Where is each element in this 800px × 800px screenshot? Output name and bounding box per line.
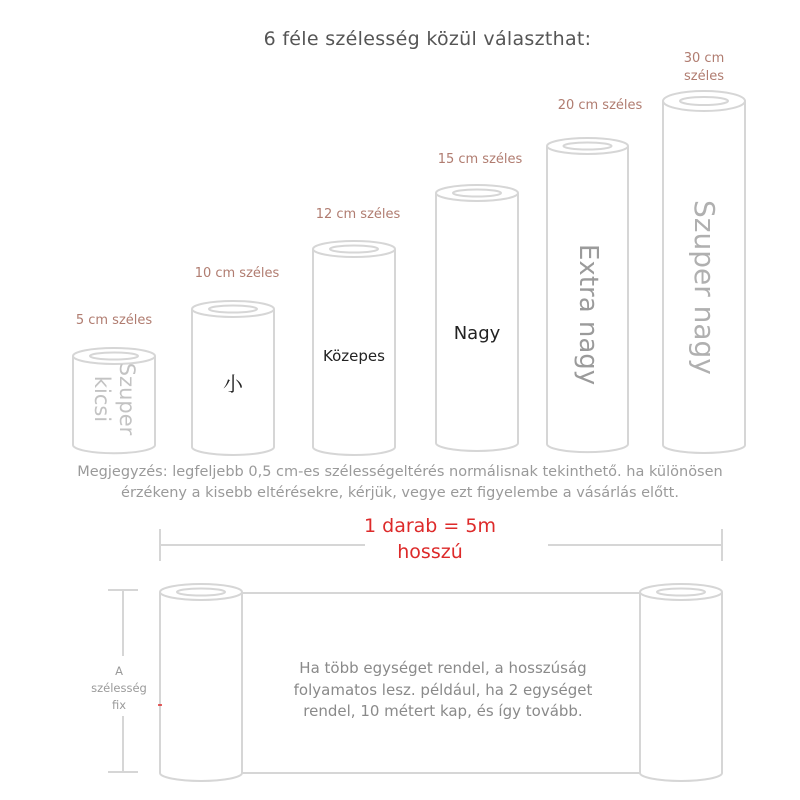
multi-unit-note-line2: folyamatos lesz. például, ha 2 egységet: [293, 680, 593, 699]
roll-name-super-large: Szuper nagy: [688, 200, 721, 375]
roll-name-medium: Közepes: [323, 347, 385, 365]
multi-unit-note: [272, 658, 614, 723]
size-label-15cm: 15 cm széles: [437, 152, 523, 167]
tolerance-note-line1: Megjegyzés: legfeljebb 0,5 cm-es szélességeltérés normálisnak tekinthető. ha különösen: [77, 464, 723, 480]
multi-unit-note-line1: Ha több egységet rendel, a hosszúság: [299, 659, 587, 677]
width-fixed-label: [82, 663, 156, 714]
size-label-30cm: [664, 50, 744, 86]
width-fixed-line3: fix: [111, 698, 127, 712]
width-fixed-line1: A: [115, 664, 123, 678]
roll-large: [436, 185, 518, 451]
roll-name-super-small-line2: kicsi: [90, 375, 114, 423]
width-fixed-line2: szélesség: [91, 681, 147, 695]
roll-name-small: 小: [223, 372, 243, 396]
page-title: 6 féle szélesség közül választhat:: [263, 28, 592, 50]
length-label-unit: hosszú: [397, 541, 463, 563]
multi-unit-note-line3: rendel, 10 métert kap, és így tovább.: [303, 702, 583, 720]
size-label-10cm: 10 cm széles: [194, 266, 280, 281]
size-label-20cm: 20 cm széles: [557, 98, 643, 113]
roll-name-super-small: [89, 349, 139, 449]
roll-name-extra-large: Extra nagy: [573, 244, 603, 386]
size-label-5cm: 5 cm széles: [75, 313, 153, 328]
size-label-12cm: 12 cm széles: [315, 207, 401, 222]
length-label: 1 darab = 5m: [364, 515, 496, 537]
size-label-30cm-line1: 30 cm: [683, 51, 725, 66]
tolerance-note-line2: érzékeny a kisebb eltérésekre, kérjük, vegye ezt figyelembe a vásárlás előtt.: [121, 485, 679, 501]
size-label-30cm-line2: széles: [684, 69, 724, 84]
roll-name-large: Nagy: [453, 323, 501, 344]
tolerance-note: [60, 462, 740, 504]
roll-name-super-small-line1: Szuper: [115, 362, 139, 436]
